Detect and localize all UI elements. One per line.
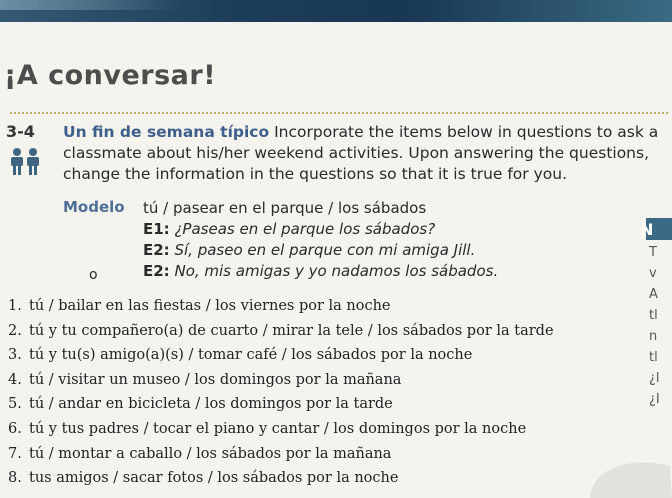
item-text: tú / andar en bicicleta / los domingos por la tarde [29, 396, 393, 413]
modelo-label: Modelo [63, 198, 125, 216]
item-number: 2. [8, 322, 22, 339]
side-panel-fragment [649, 242, 671, 410]
modelo-prompt: tú / pasear en el parque / los sábados [143, 199, 427, 217]
speaker-label: E2: [143, 241, 170, 259]
item-text: tus amigos / sacar fotos / los sábados por la noche [29, 470, 399, 487]
exercise-instructions [63, 122, 668, 185]
item-number: 8. [8, 470, 22, 487]
item-number: 7. [8, 445, 22, 462]
dialogue-text: Sí, paseo en el parque con mi amiga Jill. [174, 241, 476, 259]
item-text: tú y tu compañero(a) de cuarto / mirar la tele / los sábados por la tarde [29, 322, 554, 339]
side-letter: v [649, 266, 657, 281]
item-text: tú y tus padres / tocar el piano y cantar / los domingos por la noche [29, 420, 527, 437]
alternative-marker: o [89, 267, 98, 283]
modelo-example [143, 198, 613, 282]
list-item [8, 343, 638, 368]
modelo-line [143, 261, 613, 282]
item-number: 3. [8, 347, 22, 364]
item-text: tú y tu(s) amigo(a)(s) / tomar café / los sábados por la noche [29, 347, 473, 364]
list-item [8, 392, 638, 417]
item-text: tú / bailar en las fiestas / los viernes por la noche [29, 298, 391, 314]
speaker-label: E2: [143, 262, 170, 280]
side-panel-mark: N [640, 220, 654, 239]
dialogue-text: No, mis amigas y yo nadamos los sábados. [174, 262, 499, 280]
item-text: tú / visitar un museo / los domingos por la mañana [29, 371, 402, 388]
item-list [8, 294, 638, 491]
list-item [8, 417, 638, 442]
side-letter: T [649, 245, 657, 260]
side-letter: n [649, 329, 658, 344]
item-number: 6. [8, 420, 22, 437]
item-number: 4. [8, 371, 22, 388]
exercise-number: 3-4 [6, 122, 35, 141]
list-item [8, 466, 638, 491]
dotted-divider [10, 112, 668, 114]
instructions-text: Incorporate the items below in questions to ask a classmate about his/her weekend activities. Upon answering the questions, change the information in the questions so that it is true for you. [63, 123, 659, 183]
list-item [8, 294, 638, 319]
banner-highlight [0, 0, 180, 10]
list-item [8, 368, 638, 393]
speaker-label: E1: [143, 220, 170, 238]
dialogue-text: ¿Paseas en el parque los sábados? [174, 220, 436, 238]
side-letter: ¿I [649, 392, 660, 407]
item-number: 1. [8, 298, 22, 314]
item-text: tú / montar a caballo / los sábados por la mañana [29, 445, 392, 462]
item-number: 5. [8, 396, 22, 413]
modelo-line [143, 219, 613, 240]
pair-work-icon [8, 147, 42, 177]
side-letter: A [649, 287, 658, 302]
list-item [8, 442, 638, 467]
watermark-shape [570, 448, 672, 498]
list-item [8, 319, 638, 344]
side-letter: tl [649, 350, 658, 365]
page-title: ¡A conversar! [4, 60, 217, 91]
top-banner [0, 0, 672, 22]
exercise-title: Un fin de semana típico [63, 123, 270, 141]
side-letter: ¿l [649, 371, 660, 386]
side-letter: tl [649, 308, 658, 323]
modelo-line [143, 240, 613, 261]
